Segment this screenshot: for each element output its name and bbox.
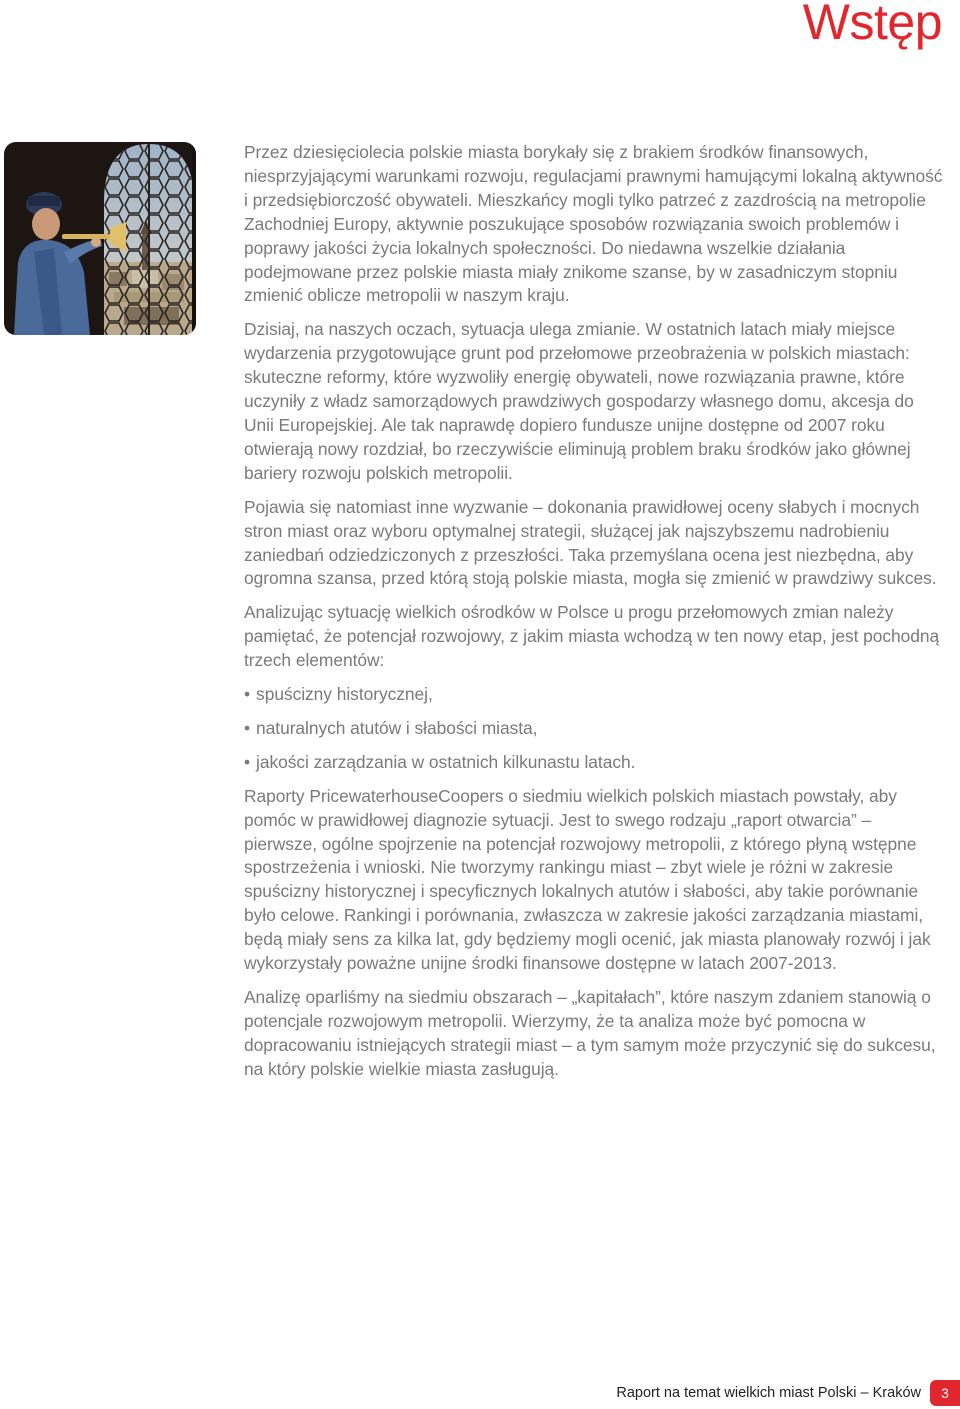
intro-paragraph: Przez dziesięciolecia polskie miasta borykały się z brakiem środków finansowych, niesprzyjającymi warunkami rozwoju, regulacjami prawnymi hamującymi lokalną aktywność i przedsiębiorczość obywateli. Mieszkańcy mogli tylko patrzeć z zazdrością na metropolie Zachodniej Europy, aktywnie poszukujące sposobów rozwiązania swoich problemów i poprawy jakości życia lokalnych społeczności. Do niedawna wszelkie działania podejmowane przez polskie miasta miały znikome szanse, by w zasadniczym stopniu zmienić oblicze metropolii w naszym kraju. — [244, 142, 943, 306]
paragraph: Dzisiaj, na naszych oczach, sytuacja ulega zmianie. W ostatnich latach miały miejsce wydarzenia przygotowujące grunt pod przełomowe przeobrażenia w polskich miastach: skuteczne reformy, które wyzwoliły energię obywateli, nowe rozwiązania prawne, które uczyniły z władz samorządowych prawdziwych gospodarzy własnego domu, akcesja do Unii Europejskiej. Ale tak naprawdę dopiero fundusze unijne dostępne od 2007 roku otwierają nowy rozdział, bo rzeczywiście eliminują problem braku środków jako głównej bariery rozwoju polskich metropolii. — [244, 319, 914, 483]
bullet-item: • naturalnych atutów i słabości miasta, — [244, 717, 944, 741]
trumpeter-photo — [4, 142, 196, 335]
page-title: Wstęp — [802, 0, 942, 50]
bullet-dot-icon: • — [244, 684, 251, 705]
paragraph: Analizę oparliśmy na siedmiu obszarach – „kapitałach”, które naszym zdaniem stanowią o potencjale rozwojowym metropolii. Wierzymy, że ta analiza może być pomocna w dopracowaniu istniejących strategii miast – a tym samym może przyczynić się do sukcesu, na który polskie wielkie miasta zasługują. — [244, 987, 936, 1079]
page-number: 3 — [930, 1380, 960, 1406]
footer — [616, 1380, 960, 1406]
paragraph: Raporty PricewaterhouseCoopers o siedmiu wielkich polskich miastach powstały, aby pomóc w prawidłowej diagnozie sytuacji. Jest to swego rodzaju „raport otwarcia” – pierwsze, ogólne spojrzenie na potencjał rozwojowy metropolii, z którego płyną wstępne spostrzeżenia i wnioski. Nie tworzymy rankingu miast – zbyt wiele je różni w zakresie spuścizny historycznej i specyficznych lokalnych atutów i słabości, aby takie porównanie było celowe. Rankingi i porównania, zwłaszcza w zakresie jakości zarządzania miastami, będą miały sens za kilka lat, gdy będziemy mogli ocenić, jak miasta planowały rozwój i jak wykorzystały poważne unijne środki finansowe dostępne w latach 2007-2013. — [244, 785, 931, 974]
footer-text: Raport na temat wielkich miast Polski – Kraków — [616, 1385, 921, 1401]
bullet-item: • spuścizny historycznej, — [244, 683, 944, 707]
bullet-item: • jakości zarządzania w ostatnich kilkunastu latach. — [244, 751, 944, 775]
paragraph: Pojawia się natomiast inne wyzwanie – dokonania prawidłowej oceny słabych i mocnych stron miast oraz wyboru optymalnej strategii, służącej jak najszybszemu nadrobieniu zaniedbań odziedziczonych z przeszłości. Taka przemyślana ocena jest niezbędna, aby ogromna szansa, przed którą stoją polskie miasta, mogła się zmienić w prawdziwy sukces. — [244, 496, 937, 589]
main-text — [244, 141, 944, 1092]
paragraph: Analizując sytuację wielkich ośrodków w Polsce u progu przełomowych zmian należy pamiętać, że potencjał rozwojowy, z jakim miasta wchodzą w ten nowy etap, jest pochodną trzech elementów: — [244, 602, 940, 671]
bullet-dot-icon: • — [244, 751, 251, 772]
bullet-dot-icon: • — [244, 717, 251, 738]
